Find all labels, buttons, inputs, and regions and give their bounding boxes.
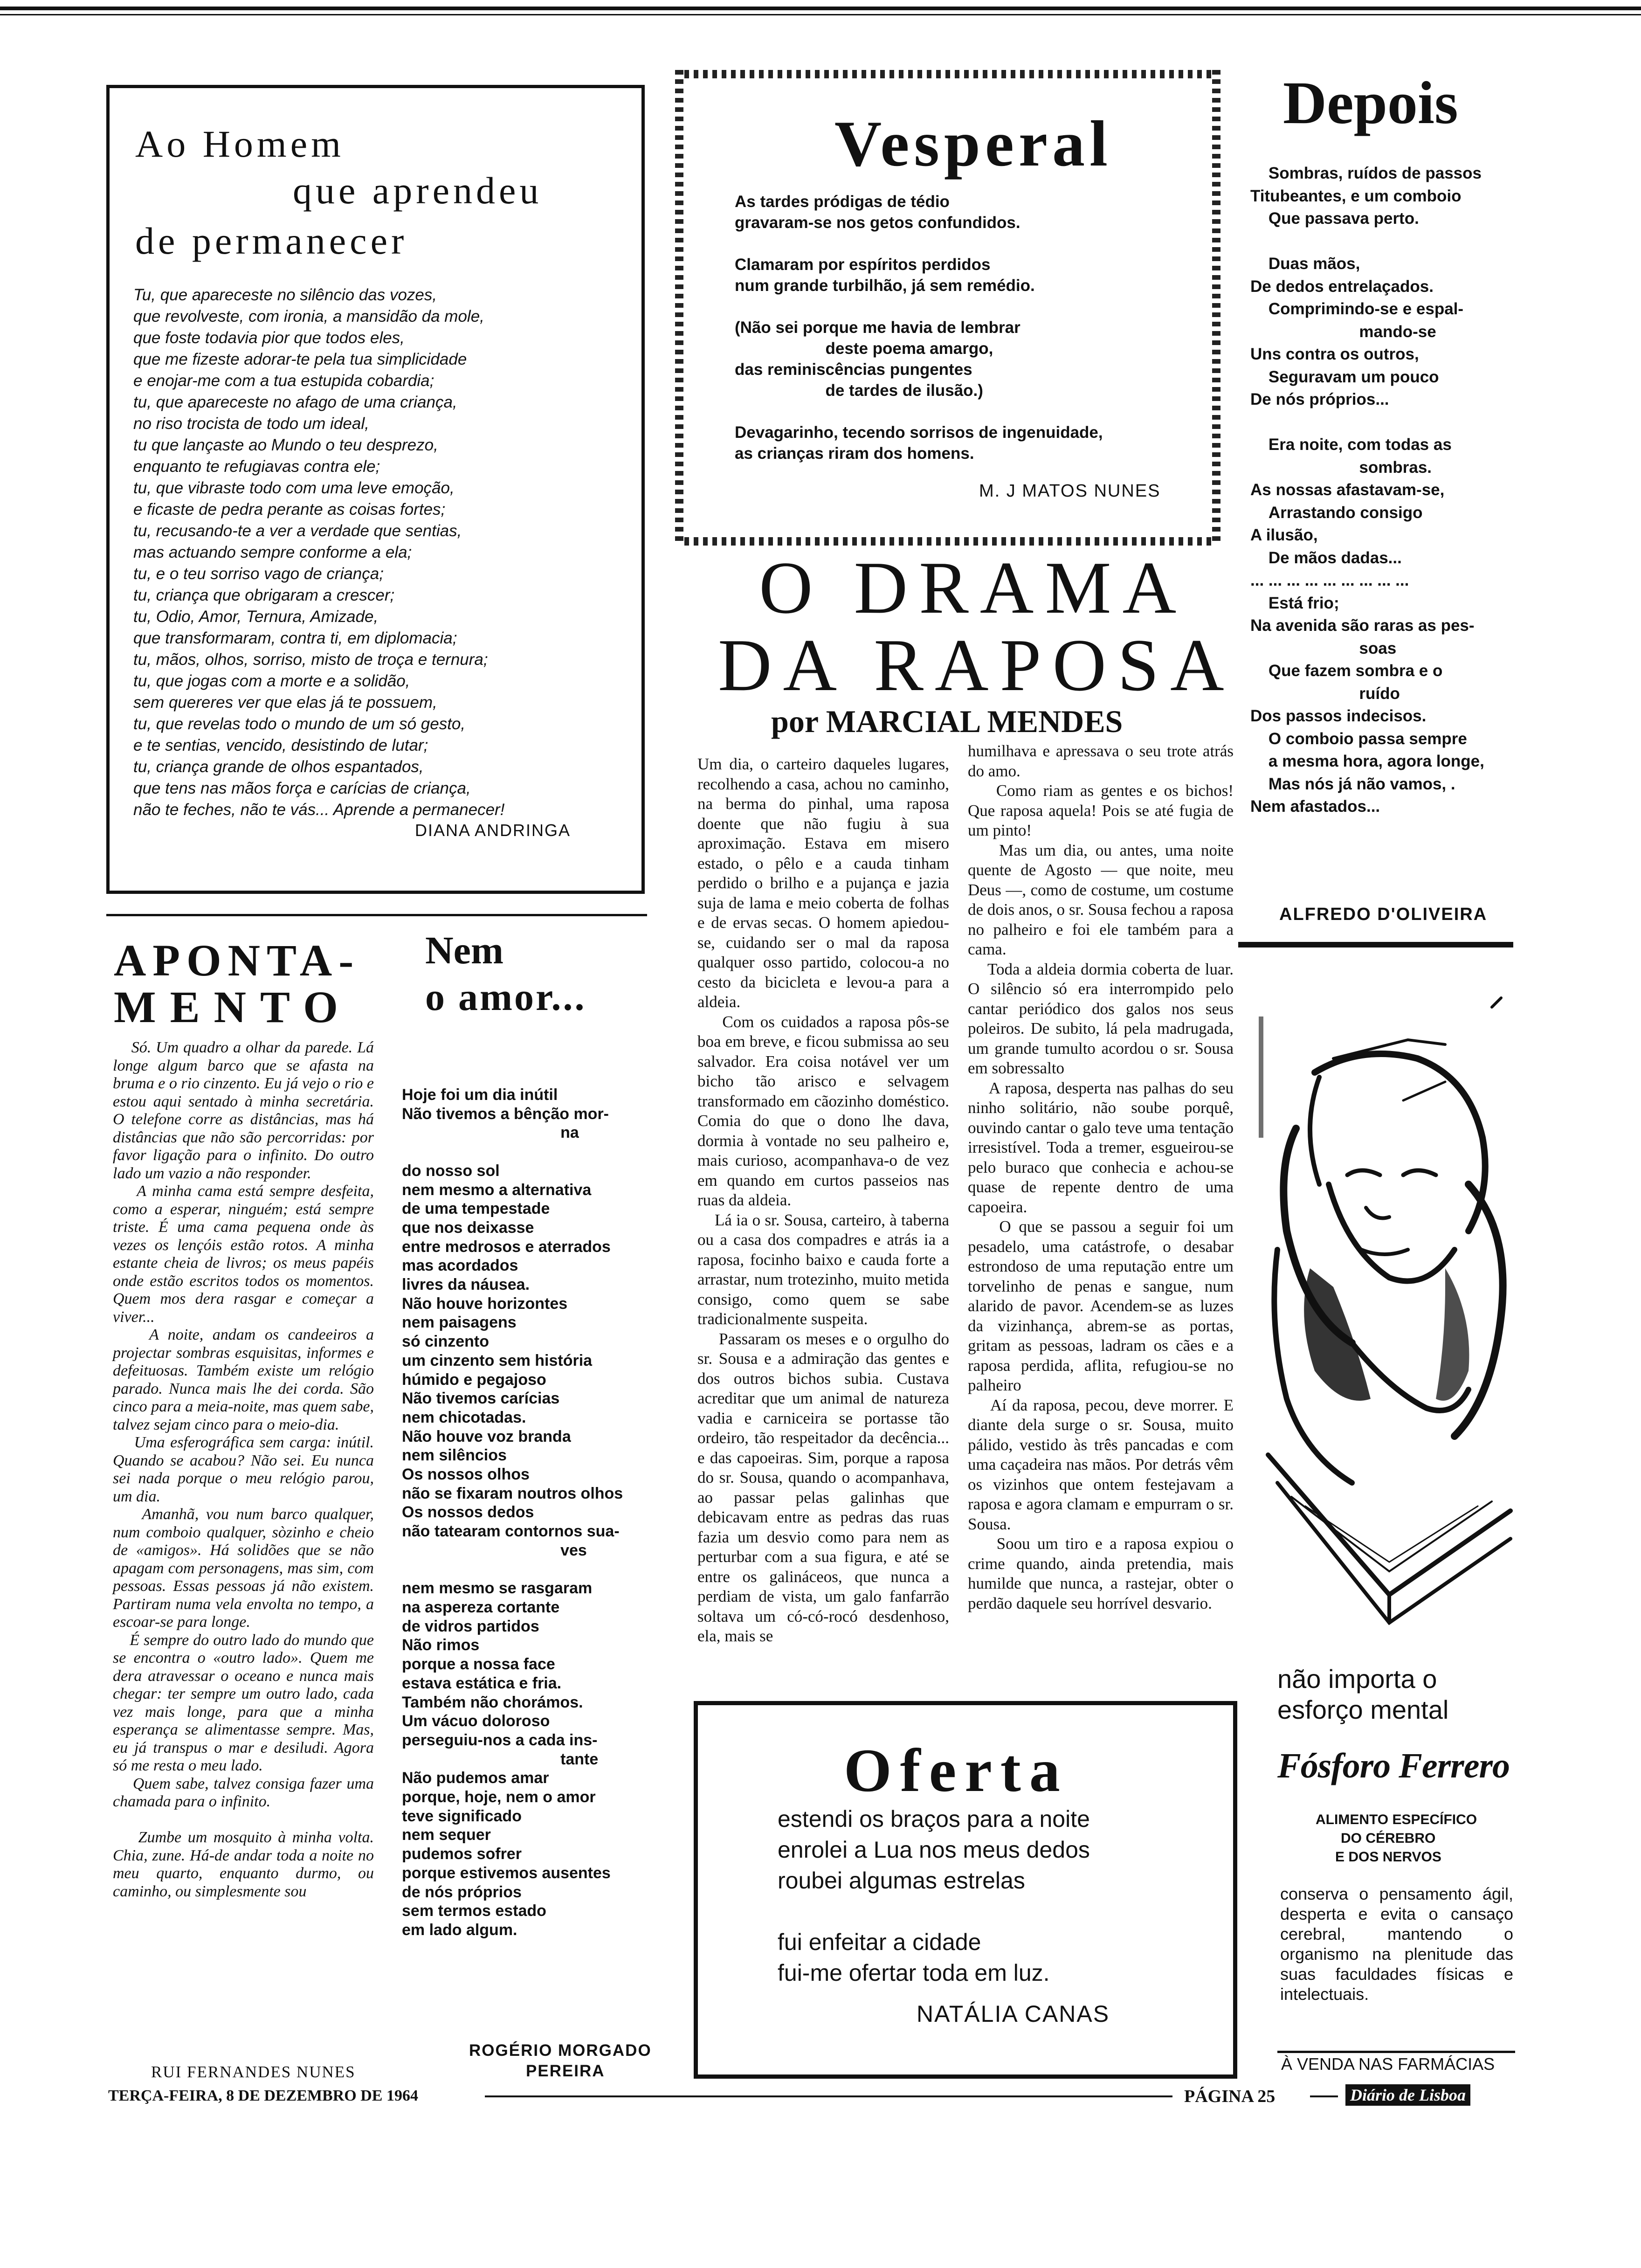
poem-body-homem: Tu, que apareceste no silêncio das vozes, que revolveste, com ironia, a mansidão da mole, que foste todavia pior que todos eles, que me fizeste adorar-te pela tua simplicidade e enojar-me com a tua estupida cobardia; tu, que apareceste no afago de uma criança, no riso trocista de todo um ideal, tu que lançaste ao Mundo o teu desprezo, enquanto te refugiavas contra ele; tu, que vibraste todo com uma leve emoção, e ficaste de pedra perante as coisas fortes; tu, recusando-te a ver a verdade que sentias, mas actuando sempre conforme a ela; tu, e o teu sorriso vago de criança; tu, criança que obrigaram a crescer; tu, Odio, Amor, Ternura, Amizade, que transformaram, contra ti, em diplomacia; tu, mãos, olhos, sorriso, misto de troça e ternura; tu, que jogas com a morte e a solidão, sem quereres ver que elas já te possuem, tu, que revelas todo o mundo de um só gesto, e te sentias, vencido, desistindo de lutar; tu, criança grande de olhos espantados, que tens nas mãos força e carícias de criança, não te feches, não te vás... Aprende a permanecer! — [133, 286, 505, 819]
poem-title-line1: Ao Homem — [135, 123, 345, 165]
depois-author: ALFREDO D'OLIVEIRA — [1279, 905, 1488, 924]
ad-illustration — [1249, 989, 1520, 1665]
ad-tagline-line3: E DOS NERVOS — [1335, 1849, 1441, 1865]
vesperal-border-left — [675, 70, 683, 546]
depois-body: Sombras, ruídos de passos Titubeantes, e um comboio Que passava perto. Duas mãos, De dedos entrelaçados. Comprimindo-se e espal- mando-se Uns contra os outros, Seguravam um pouco De nós próprios... Era noite, com todas as sombras. As nossas afastavam-se, Arrastando consigo A ilusão, De mãos dadas... ... ... ... ... ... ... ... ... ... Está frio; Na avenida são raras as pes- soas Que fazem sombra e o ruído Dos passos indecisos. O comboio passa sempre a mesma hora, agora longe, Mas nós já não vamos, . Nem afastados... — [1250, 164, 1484, 816]
ad-body: conserva o pensamento ágil, desperta e evita o cansaço cerebral, mantendo o organismo na plenitude das suas faculdades físicas e intelectuais. — [1280, 1884, 1513, 2004]
vesperal-border-right — [1212, 70, 1220, 546]
footer-rule-left — [485, 2095, 1172, 2097]
ad-tagline-line1: ALIMENTO ESPECÍFICO — [1316, 1812, 1477, 1827]
drama-column-1: Um dia, o carteiro daqueles lugares, recolhendo a casa, achou no caminho, na berma do pinhal, uma raposa doente que não fugiu à sua aproximação. Estava em misero estado, o pêlo e a cauda tinham perdido o brilho e a pujança e jazia suja de lama e meio coberta de folhas e de ervas secas. O homem apiedou-se, cuidando ser o mal da raposa qualquer osso partido, colocou-a no cesto da bicicleta e levou-a para a aldeia. Com os cuidados a raposa pôs-se boa em breve, e ficou submissa ao seu salvador. Era coisa notável ver um bicho tão arisco e selvagem transformado em cãozinho doméstico. Comia do que o dono lhe dava, dormia à vontade no seu palheiro e, mais curioso, acompanhava-o de vez em quando em curtos passeios nas ruas da aldeia. Lá ia o sr. Sousa, carteiro, à taberna ou a casa dos compadres e atrás ia a raposa, focinho baixo e cauda forte a arrastar, num trotezinho, muito metida consigo, como quem se sabe tradicionalmente suspeita. Passaram os meses e o orgulho do sr. Sousa e a admiração das gentes e dos outros bichos subia. Custava acreditar que um animal de natureza vadia e carniceira se portasse tão ordeiro, tão respeitador da decência... e das capoeiras. Sim, porque a raposa do sr. Sousa, quando o acompanhava, ao passar pelas galinhas que debicavam entre as pedras das ruas fazia um desvio como para nem as perturbar com a sua figura, e até se entre os galináceos, que nunca a perdiam de vista, um galo fanfarrão soltava um có-có-rocó desdenhoso, ela, mais se — [697, 755, 949, 1645]
depois-rule — [1238, 942, 1513, 947]
apontamento-body: Só. Um quadro a olhar da parede. Lá longe algum barco que se afasta na bruma e o rio cinzento. Eu já vejo o rio e estou aqui sentado à minha secretária. O telefone corre as distâncias, mas há distâncias que não são percorridas: por favor ligação para o infinito. Do outro lado um vazio a não responder. A minha cama está sempre desfeita, como a esperar, ninguém; está sempre triste. É uma cama pequena onde às vezes os lençóis estão rotos. A minha estante cheia de livros; os meus papéis onde estão escritos todos os momentos. Quem mos dera rasgar e começar a viver... A noite, andam os candeeiros a projectar sombras esquisitas, informes e defeituosas. Também existe um relógio parado. Nunca mais lhe dei corda. São cinco para a meia-noite, mas quem sabe, talvez sejam cinco para o meio-dia. Uma esferográfica sem carga: inútil. Quando se acabou? Não sei. Eu nunca sei nada porque o meu relógio parou, um dia. Amanhã, vou num barco qualquer, num comboio qualquer, sòzinho e cheio de «amigos». Há solidões que se não apagam com personagens, mas sim, com pessoas. Essas pessoas já não existem. Partiram numa vela envolta no tempo, a escoar-se para longe. É sempre do outro lado do mundo que se encontra o «outro lado». Quem me dera atravessar o oceano e nunca mais chegar: ter sempre um outro lado, cada vez mais longe, para que a minha esperança se alimentasse sempre. Mas, eu já transpus o mar e desiludi. Agora só me resta o meu lado. Quem sabe, talvez consiga fazer uma chamada para o infinito. Zumbe um mosquito à minha volta. Chia, zune. Há-de andar toda a noite no meu quarto, enquanto durmo, ou caminho, ou simplesmente sou — [113, 1039, 374, 1900]
vesperal-title: Vesperal — [834, 108, 1112, 180]
poem-title-line3: de permanecer — [135, 220, 408, 262]
drama-byline: por MARCIAL MENDES — [771, 704, 1123, 739]
apontamento-title-line2: MENTO — [114, 982, 352, 1032]
vesperal-body: As tardes pródigas de tédio gravaram-se nos getos confundidos. Clamaram por espíritos perdidos num grande turbilhão, já sem remédio. (Não sei porque me havia de lembrar deste poema amargo, das reminiscências pungentes de tardes de ilusão.) Devagarinho, tecendo sorrisos de ingenuidade, as crianças riram dos homens. — [735, 193, 1103, 463]
nem-amor-title-line2: o amor... — [425, 975, 586, 1019]
oferta-author: NATÁLIA CANAS — [917, 2001, 1110, 2027]
ad-brand-logo: Fósforo Ferrero — [1277, 1746, 1510, 1785]
poem-title-line2: que aprendeu — [293, 169, 543, 212]
drama-title-line2: DA RAPOSA — [718, 623, 1235, 706]
footer-date: TERÇA-FEIRA, 8 DE DEZEMBRO DE 1964 — [108, 2087, 418, 2104]
oferta-title: Oferta — [844, 1736, 1069, 1805]
drama-title-line1: O DRAMA — [759, 546, 1188, 629]
ad-footer: À VENDA NAS FARMÁCIAS — [1281, 2054, 1495, 2074]
apontamento-title-line1: APONTA- — [114, 935, 360, 985]
footer-page-number: PÁGINA 25 — [1184, 2087, 1276, 2106]
apontamento-author: RUI FERNANDES NUNES — [151, 2063, 356, 2081]
ad-headline-line2: esforço mental — [1277, 1695, 1449, 1724]
top-rule — [0, 7, 1641, 10]
footer-newspaper-logo: Diário de Lisboa — [1345, 2084, 1470, 2106]
nem-amor-body: Hoje foi um dia inútil Não tivemos a bênção mor- na do nosso sol nem mesmo a alternativa de uma tempestade que nos deixasse entre medrosos e aterrados mas acordados livres da náusea. Não houve horizontes nem paisagens só cinzento um cinzento sem história húmido e pegajoso Não tivemos carícias nem chicotadas. Não houve voz branda nem silêncios Os nossos olhos não se fixaram noutros olhos Os nossos dedos não tatearam contornos sua- ves nem mesmo se rasgaram na aspereza cortante de vidros partidos Não rimos porque a nossa face estava estática e fria. Também não chorámos. Um vácuo doloroso perseguiu-nos a cada ins- tante Não pudemos amar porque, hoje, nem o amor teve significado nem sequer pudemos sofrer porque estivemos ausentes de nós próprios sem termos estado em lado algum. — [402, 1086, 623, 1939]
vesperal-author: M. J MATOS NUNES — [979, 481, 1161, 501]
poem-author-homem: DIANA ANDRINGA — [415, 821, 571, 840]
ad-rule — [1277, 2051, 1515, 2053]
nem-amor-author-line2: PEREIRA — [526, 2062, 605, 2080]
footer-rule-right — [1310, 2095, 1338, 2097]
nem-amor-title-line1: Nem — [425, 929, 503, 972]
ad-headline-line1: não importa o — [1277, 1664, 1437, 1694]
drama-column-2: humilhava e apressava o seu trote atrás do amo. Como riam as gentes e os bichos! Que raposa aquela! Pois se até fugia de um pinto! Mas um dia, ou antes, uma noite quente de Agosto — que noite, meu Deus —, como de costume, um costume de dois anos, o sr. Sousa fechou a raposa no palheiro e foi ele também para a cama. Toda a aldeia dormia coberta de luar. O silêncio só era interrompido pelo cantar periódico dos galos nos seus poleiros. De subito, lá pela madrugada, um grande tumulto acordou o sr. Sousa em sobressalto A raposa, desperta nas palhas do seu ninho solitário, não soube porquê, ouvindo cantar o galo teve uma tentação irresistível. Toda a tremer, esgueirou-se pelo buraco que conhecia e achou-se quase de repente dentro de uma capoeira. O que se passou a seguir foi um pesadelo, uma catástrofe, o desabar estrondoso de uma reputação entre um torvelinho de penas e sangue, num alarido de pavor. Acendem-se as luzes da vizinhança, abrem-se as portas, gritam as pessoas, ladram os cães e a raposa perdida, aflita, refugiou-se no palheiro Aí da raposa, pecou, deve morrer. E diante dela surge o sr. Sousa, muito pálido, vestido às três pancadas e com uma caçadeira nas mãos. Por detrás vêm os vizinhos que ontem festejavam a raposa e agora clamam e empurram o sr. Sousa. Soou um tiro e a raposa expiou o crime quando, ainda pretendia, mais humilde que nunca, a rastejar, obter o perdão daquele seu horrível desvario. — [968, 742, 1234, 1612]
ad-tagline-line2: DO CÉREBRO — [1341, 1831, 1436, 1846]
oferta-body: estendi os braços para a noite enrolei a Lua nos meus dedos roubei algumas estrelas fui enfeitar a cidade fui-me ofertar toda em luz. — [778, 1806, 1090, 1986]
top-rule-thin — [0, 14, 1641, 15]
apontamento-rule-top — [106, 914, 647, 916]
depois-title: Depois — [1283, 69, 1458, 137]
vesperal-border-top — [675, 70, 1220, 78]
nem-amor-author-line1: ROGÉRIO MORGADO — [469, 2041, 652, 2060]
